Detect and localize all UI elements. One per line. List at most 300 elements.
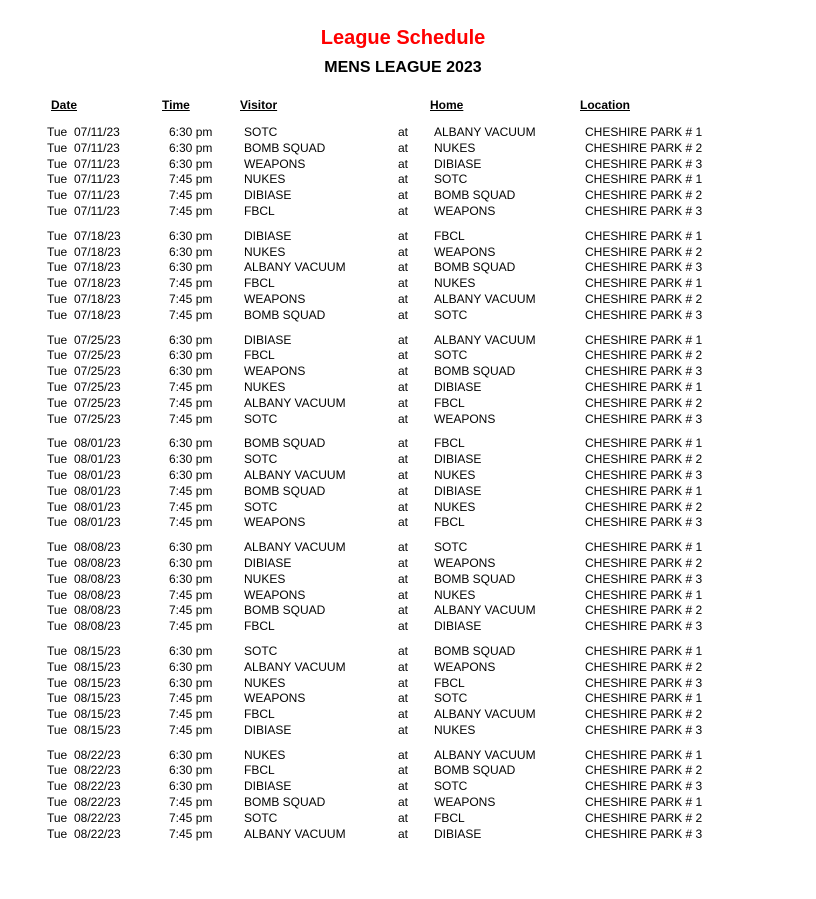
game-location: CHESHIRE PARK # 1 [585, 172, 703, 187]
home-team: ALBANY VACUUM [434, 603, 536, 618]
home-team: DIBIASE [434, 826, 482, 841]
visitor-team: ALBANY VACUUM [244, 540, 346, 555]
home-team: BOMB SQUAD [434, 763, 516, 778]
game-time: 6:30 pm [169, 555, 213, 570]
at-separator: at [398, 722, 409, 737]
visitor-team: BOMB SQUAD [244, 307, 326, 322]
at-separator: at [398, 643, 409, 658]
game-location: CHESHIRE PARK # 3 [585, 203, 703, 218]
game-day: Tue [47, 156, 68, 171]
visitor-team: ALBANY VACUUM [244, 467, 346, 482]
home-team: FBCL [434, 436, 465, 451]
table-row [0, 245, 816, 261]
at-separator: at [398, 203, 409, 218]
game-day: Tue [47, 499, 68, 514]
game-location: CHESHIRE PARK # 3 [585, 779, 703, 794]
at-separator: at [398, 140, 409, 155]
week-group [0, 644, 816, 739]
game-location: CHESHIRE PARK # 3 [585, 467, 703, 482]
game-time: 7:45 pm [169, 691, 213, 706]
game-date: 07/18/23 [74, 228, 121, 243]
at-separator: at [398, 307, 409, 322]
at-separator: at [398, 467, 409, 482]
game-location: CHESHIRE PARK # 2 [585, 348, 703, 363]
visitor-team: WEAPONS [244, 291, 306, 306]
game-location: CHESHIRE PARK # 1 [585, 332, 703, 347]
game-location: CHESHIRE PARK # 2 [585, 291, 703, 306]
game-date: 07/18/23 [74, 260, 121, 275]
home-team: DIBIASE [434, 379, 482, 394]
visitor-team: FBCL [244, 619, 275, 634]
game-time: 6:30 pm [169, 643, 213, 658]
table-row [0, 763, 816, 779]
table-row [0, 691, 816, 707]
table-row [0, 827, 816, 843]
table-row [0, 572, 816, 588]
at-separator: at [398, 452, 409, 467]
game-time: 7:45 pm [169, 515, 213, 530]
game-location: CHESHIRE PARK # 1 [585, 379, 703, 394]
game-day: Tue [47, 452, 68, 467]
week-group [0, 540, 816, 635]
game-day: Tue [47, 826, 68, 841]
game-location: CHESHIRE PARK # 1 [585, 125, 703, 139]
game-date: 07/11/23 [74, 125, 120, 139]
game-time: 6:30 pm [169, 228, 213, 243]
home-team: SOTC [434, 540, 468, 555]
visitor-team: WEAPONS [244, 364, 306, 379]
game-date: 08/01/23 [74, 515, 121, 530]
visitor-team: SOTC [244, 125, 278, 139]
game-location: CHESHIRE PARK # 1 [585, 643, 703, 658]
game-date: 08/22/23 [74, 779, 121, 794]
at-separator: at [398, 555, 409, 570]
game-location: CHESHIRE PARK # 3 [585, 826, 703, 841]
game-location: CHESHIRE PARK # 3 [585, 571, 703, 586]
game-location: CHESHIRE PARK # 2 [585, 763, 703, 778]
game-date: 08/01/23 [74, 436, 121, 451]
home-team: BOMB SQUAD [434, 571, 516, 586]
game-time: 7:45 pm [169, 722, 213, 737]
at-separator: at [398, 332, 409, 347]
at-separator: at [398, 228, 409, 243]
visitor-team: SOTC [244, 452, 278, 467]
visitor-team: WEAPONS [244, 691, 306, 706]
visitor-team: BOMB SQUAD [244, 436, 326, 451]
game-date: 08/22/23 [74, 795, 121, 810]
game-location: CHESHIRE PARK # 2 [585, 452, 703, 467]
table-row [0, 396, 816, 412]
visitor-team: SOTC [244, 499, 278, 514]
at-separator: at [398, 810, 409, 825]
game-day: Tue [47, 140, 68, 155]
at-separator: at [398, 763, 409, 778]
visitor-team: WEAPONS [244, 156, 306, 171]
game-date: 08/08/23 [74, 540, 121, 555]
game-day: Tue [47, 483, 68, 498]
header-home: Home [430, 98, 464, 112]
game-time: 7:45 pm [169, 619, 213, 634]
table-row [0, 500, 816, 516]
table-row [0, 484, 816, 500]
at-separator: at [398, 540, 409, 555]
table-row [0, 157, 816, 173]
game-date: 08/22/23 [74, 826, 121, 841]
game-time: 6:30 pm [169, 364, 213, 379]
game-date: 07/18/23 [74, 244, 121, 259]
table-row [0, 172, 816, 188]
week-group [0, 229, 816, 324]
at-separator: at [398, 436, 409, 451]
game-date: 08/08/23 [74, 587, 121, 602]
home-team: NUKES [434, 499, 476, 514]
at-separator: at [398, 188, 409, 203]
at-separator: at [398, 379, 409, 394]
game-location: CHESHIRE PARK # 3 [585, 260, 703, 275]
table-row [0, 260, 816, 276]
game-location: CHESHIRE PARK # 1 [585, 540, 703, 555]
game-location: CHESHIRE PARK # 1 [585, 436, 703, 451]
game-day: Tue [47, 747, 68, 762]
game-location: CHESHIRE PARK # 2 [585, 244, 703, 259]
table-row [0, 644, 816, 660]
game-date: 08/15/23 [74, 722, 121, 737]
game-date: 07/18/23 [74, 291, 121, 306]
home-team: ALBANY VACUUM [434, 707, 536, 722]
at-separator: at [398, 411, 409, 426]
game-date: 08/22/23 [74, 747, 121, 762]
at-separator: at [398, 515, 409, 530]
game-location: CHESHIRE PARK # 3 [585, 515, 703, 530]
table-row [0, 452, 816, 468]
game-day: Tue [47, 395, 68, 410]
game-time: 6:30 pm [169, 260, 213, 275]
game-location: CHESHIRE PARK # 2 [585, 395, 703, 410]
game-date: 08/15/23 [74, 643, 121, 658]
game-date: 08/01/23 [74, 499, 121, 514]
table-row [0, 141, 816, 157]
game-day: Tue [47, 795, 68, 810]
home-team: NUKES [434, 276, 476, 291]
at-separator: at [398, 747, 409, 762]
page-title: League Schedule [320, 27, 486, 49]
game-date: 07/11/23 [74, 188, 120, 203]
game-time: 6:30 pm [169, 348, 213, 363]
schedule-table [0, 125, 816, 851]
table-row [0, 292, 816, 308]
visitor-team: ALBANY VACUUM [244, 260, 346, 275]
game-location: CHESHIRE PARK # 1 [585, 587, 703, 602]
game-location: CHESHIRE PARK # 1 [585, 795, 703, 810]
game-day: Tue [47, 436, 68, 451]
game-time: 7:45 pm [169, 603, 213, 618]
game-date: 07/25/23 [74, 348, 121, 363]
game-location: CHESHIRE PARK # 1 [585, 747, 703, 762]
game-time: 7:45 pm [169, 587, 213, 602]
game-location: CHESHIRE PARK # 1 [585, 228, 703, 243]
game-day: Tue [47, 779, 68, 794]
table-row [0, 468, 816, 484]
game-day: Tue [47, 228, 68, 243]
game-time: 6:30 pm [169, 244, 213, 259]
visitor-team: NUKES [244, 675, 286, 690]
home-team: ALBANY VACUUM [434, 747, 536, 762]
game-day: Tue [47, 364, 68, 379]
game-time: 7:45 pm [169, 276, 213, 291]
home-team: SOTC [434, 172, 468, 187]
game-date: 07/18/23 [74, 307, 121, 322]
at-separator: at [398, 619, 409, 634]
game-day: Tue [47, 555, 68, 570]
game-day: Tue [47, 722, 68, 737]
table-row [0, 515, 816, 531]
game-date: 07/25/23 [74, 379, 121, 394]
game-date: 08/01/23 [74, 452, 121, 467]
home-team: WEAPONS [434, 411, 496, 426]
home-team: WEAPONS [434, 555, 496, 570]
at-separator: at [398, 483, 409, 498]
game-day: Tue [47, 260, 68, 275]
game-location: CHESHIRE PARK # 2 [585, 707, 703, 722]
home-team: DIBIASE [434, 452, 482, 467]
visitor-team: ALBANY VACUUM [244, 659, 346, 674]
home-team: WEAPONS [434, 795, 496, 810]
visitor-team: FBCL [244, 763, 275, 778]
game-location: CHESHIRE PARK # 1 [585, 691, 703, 706]
week-group [0, 436, 816, 531]
home-team: ALBANY VACUUM [434, 291, 536, 306]
home-team: FBCL [434, 810, 465, 825]
table-row [0, 619, 816, 635]
at-separator: at [398, 260, 409, 275]
game-date: 08/08/23 [74, 603, 121, 618]
visitor-team: BOMB SQUAD [244, 140, 326, 155]
at-separator: at [398, 125, 409, 139]
game-day: Tue [47, 659, 68, 674]
visitor-team: BOMB SQUAD [244, 483, 326, 498]
visitor-team: SOTC [244, 810, 278, 825]
table-row [0, 556, 816, 572]
visitor-team: DIBIASE [244, 722, 292, 737]
game-time: 6:30 pm [169, 452, 213, 467]
game-time: 6:30 pm [169, 156, 213, 171]
game-day: Tue [47, 379, 68, 394]
home-team: BOMB SQUAD [434, 260, 516, 275]
game-day: Tue [47, 540, 68, 555]
home-team: WEAPONS [434, 244, 496, 259]
home-team: NUKES [434, 587, 476, 602]
game-day: Tue [47, 172, 68, 187]
visitor-team: NUKES [244, 172, 286, 187]
game-date: 08/08/23 [74, 619, 121, 634]
visitor-team: NUKES [244, 244, 286, 259]
visitor-team: DIBIASE [244, 555, 292, 570]
game-time: 7:45 pm [169, 795, 213, 810]
game-day: Tue [47, 571, 68, 586]
at-separator: at [398, 172, 409, 187]
visitor-team: DIBIASE [244, 332, 292, 347]
table-row [0, 333, 816, 349]
table-row [0, 723, 816, 739]
home-team: SOTC [434, 691, 468, 706]
game-day: Tue [47, 691, 68, 706]
header-visitor: Visitor [240, 98, 278, 112]
game-date: 08/08/23 [74, 555, 121, 570]
week-group [0, 125, 816, 220]
home-team: NUKES [434, 140, 476, 155]
home-team: NUKES [434, 467, 476, 482]
game-time: 7:45 pm [169, 395, 213, 410]
home-team: DIBIASE [434, 156, 482, 171]
game-date: 08/22/23 [74, 763, 121, 778]
game-time: 7:45 pm [169, 411, 213, 426]
game-time: 7:45 pm [169, 483, 213, 498]
game-day: Tue [47, 619, 68, 634]
home-team: FBCL [434, 675, 465, 690]
game-day: Tue [47, 675, 68, 690]
game-day: Tue [47, 411, 68, 426]
home-team: WEAPONS [434, 659, 496, 674]
game-date: 07/11/23 [74, 203, 120, 218]
at-separator: at [398, 795, 409, 810]
game-date: 07/11/23 [74, 140, 120, 155]
game-location: CHESHIRE PARK # 1 [585, 276, 703, 291]
game-location: CHESHIRE PARK # 3 [585, 364, 703, 379]
table-row [0, 364, 816, 380]
table-row [0, 204, 816, 220]
visitor-team: DIBIASE [244, 228, 292, 243]
game-location: CHESHIRE PARK # 2 [585, 810, 703, 825]
table-row [0, 188, 816, 204]
visitor-team: SOTC [244, 411, 278, 426]
game-day: Tue [47, 291, 68, 306]
game-time: 7:45 pm [169, 291, 213, 306]
game-location: CHESHIRE PARK # 3 [585, 307, 703, 322]
game-location: CHESHIRE PARK # 3 [585, 722, 703, 737]
visitor-team: DIBIASE [244, 188, 292, 203]
at-separator: at [398, 691, 409, 706]
game-day: Tue [47, 707, 68, 722]
at-separator: at [398, 779, 409, 794]
at-separator: at [398, 244, 409, 259]
game-day: Tue [47, 307, 68, 322]
game-day: Tue [47, 603, 68, 618]
game-time: 7:45 pm [169, 172, 213, 187]
week-group [0, 333, 816, 428]
game-date: 07/25/23 [74, 411, 121, 426]
game-time: 7:45 pm [169, 307, 213, 322]
game-day: Tue [47, 203, 68, 218]
game-day: Tue [47, 244, 68, 259]
at-separator: at [398, 364, 409, 379]
at-separator: at [398, 707, 409, 722]
home-team: SOTC [434, 779, 468, 794]
at-separator: at [398, 826, 409, 841]
at-separator: at [398, 587, 409, 602]
home-team: NUKES [434, 722, 476, 737]
visitor-team: FBCL [244, 707, 275, 722]
table-row [0, 811, 816, 827]
game-location: CHESHIRE PARK # 3 [585, 156, 703, 171]
game-day: Tue [47, 348, 68, 363]
home-team: DIBIASE [434, 619, 482, 634]
game-location: CHESHIRE PARK # 3 [585, 411, 703, 426]
game-time: 6:30 pm [169, 467, 213, 482]
game-date: 08/22/23 [74, 810, 121, 825]
at-separator: at [398, 603, 409, 618]
at-separator: at [398, 276, 409, 291]
at-separator: at [398, 499, 409, 514]
at-separator: at [398, 156, 409, 171]
game-time: 6:30 pm [169, 436, 213, 451]
table-row [0, 660, 816, 676]
home-team: FBCL [434, 395, 465, 410]
header-date: Date [51, 98, 78, 112]
game-location: CHESHIRE PARK # 2 [585, 188, 703, 203]
game-time: 6:30 pm [169, 763, 213, 778]
visitor-team: WEAPONS [244, 515, 306, 530]
game-day: Tue [47, 188, 68, 203]
table-row [0, 436, 816, 452]
table-row [0, 348, 816, 364]
game-time: 6:30 pm [169, 779, 213, 794]
game-time: 7:45 pm [169, 707, 213, 722]
table-row [0, 676, 816, 692]
game-date: 07/11/23 [74, 172, 120, 187]
game-location: CHESHIRE PARK # 2 [585, 499, 703, 514]
game-time: 6:30 pm [169, 540, 213, 555]
home-team: ALBANY VACUUM [434, 332, 536, 347]
visitor-team: NUKES [244, 747, 286, 762]
table-row [0, 380, 816, 396]
home-team: BOMB SQUAD [434, 643, 516, 658]
home-team: WEAPONS [434, 203, 496, 218]
game-time: 7:45 pm [169, 826, 213, 841]
table-row [0, 229, 816, 245]
header-time: Time [162, 98, 190, 112]
visitor-team: ALBANY VACUUM [244, 826, 346, 841]
game-day: Tue [47, 467, 68, 482]
visitor-team: WEAPONS [244, 587, 306, 602]
table-row [0, 748, 816, 764]
game-date: 07/18/23 [74, 276, 121, 291]
at-separator: at [398, 659, 409, 674]
table-row [0, 779, 816, 795]
game-time: 7:45 pm [169, 203, 213, 218]
game-day: Tue [47, 810, 68, 825]
header-location: Location [580, 98, 630, 112]
game-date: 08/15/23 [74, 691, 121, 706]
visitor-team: ALBANY VACUUM [244, 395, 346, 410]
game-location: CHESHIRE PARK # 2 [585, 140, 703, 155]
game-time: 6:30 pm [169, 332, 213, 347]
at-separator: at [398, 291, 409, 306]
table-row [0, 795, 816, 811]
game-time: 6:30 pm [169, 140, 213, 155]
table-row [0, 276, 816, 292]
game-time: 7:45 pm [169, 810, 213, 825]
home-team: ALBANY VACUUM [434, 125, 536, 139]
home-team: SOTC [434, 307, 468, 322]
at-separator: at [398, 395, 409, 410]
game-date: 08/15/23 [74, 707, 121, 722]
home-team: BOMB SQUAD [434, 364, 516, 379]
game-day: Tue [47, 515, 68, 530]
game-day: Tue [47, 643, 68, 658]
game-location: CHESHIRE PARK # 2 [585, 555, 703, 570]
table-row [0, 603, 816, 619]
game-date: 08/01/23 [74, 467, 121, 482]
